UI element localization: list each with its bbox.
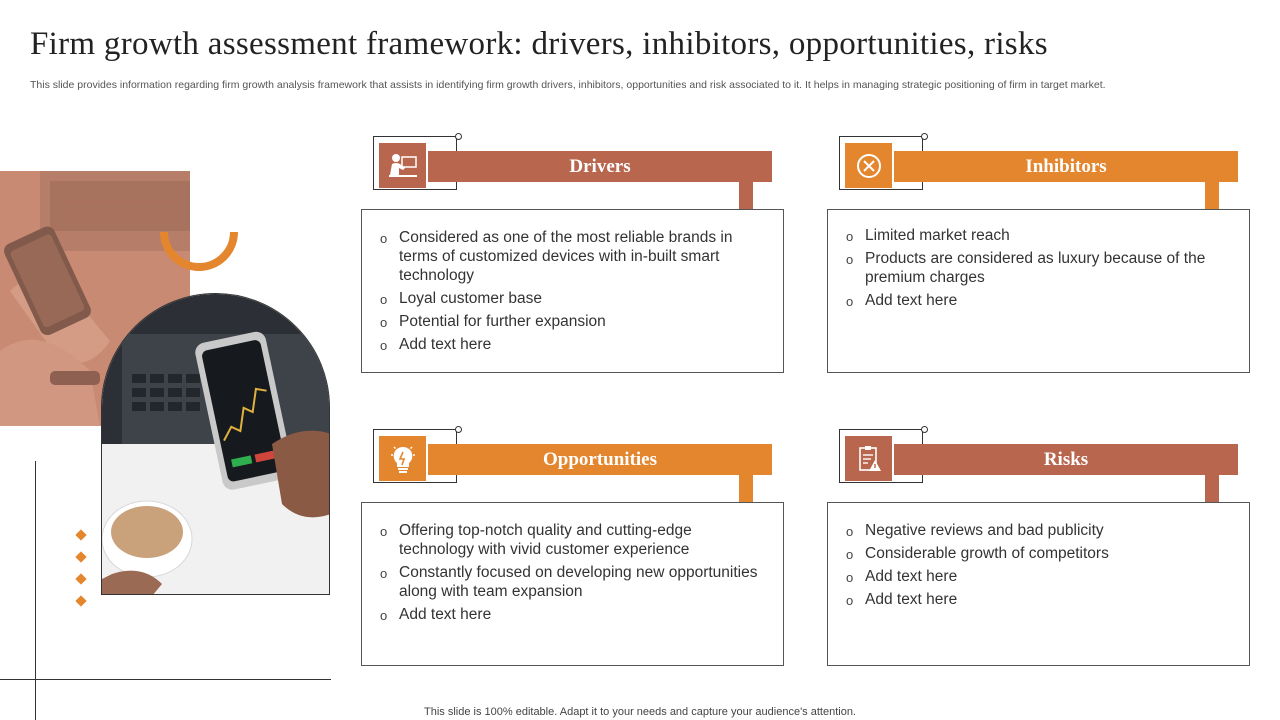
list-item: o Offering top-notch quality and cutting-edge technology with vivid customer experience	[380, 521, 765, 559]
drivers-card	[361, 136, 831, 376]
opportunities-list	[380, 521, 765, 628]
list-item: o Considerable growth of competitors	[846, 544, 1231, 563]
list-item: o Add text here	[846, 291, 1231, 310]
x-circle-icon	[845, 143, 892, 188]
inhibitors-card	[827, 136, 1280, 376]
decorative-diamond	[75, 573, 86, 584]
decorative-diamond	[75, 595, 86, 606]
inhibitors-header: Inhibitors	[894, 151, 1238, 182]
lightbulb-icon	[379, 436, 426, 481]
drivers-list	[380, 228, 765, 358]
list-item: o Add text here	[846, 567, 1231, 586]
list-item: o Negative reviews and bad publicity	[846, 521, 1231, 540]
decorative-diamond	[75, 529, 86, 540]
drivers-box	[361, 209, 784, 373]
inhibitors-list	[846, 226, 1231, 314]
list-item: o Constantly focused on developing new opportunities along with team expansion	[380, 563, 765, 601]
phone-trading-photo	[101, 293, 330, 595]
slide-subtitle: This slide provides information regarding firm growth analysis framework that assists in identifying firm growth drivers, inhibitors, opportunities and risk associated to it. It helps in managing strategic positioning of firm in target market.	[30, 79, 1106, 91]
list-item: o Add text here	[380, 605, 765, 624]
decorative-vertical-line	[35, 461, 36, 720]
slide-title: Firm growth assessment framework: drivers, inhibitors, opportunities, risks	[30, 26, 1048, 62]
list-item: o Add text here	[380, 335, 765, 354]
decorative-horizontal-line	[0, 679, 331, 680]
inhibitors-box	[827, 209, 1250, 373]
list-item: o Add text here	[846, 590, 1231, 609]
list-item: o Loyal customer base	[380, 289, 765, 308]
opportunities-box	[361, 502, 784, 666]
presenter-icon	[379, 143, 426, 188]
risks-box	[827, 502, 1250, 666]
slide-footer: This slide is 100% editable. Adapt it to your needs and capture your audience's attention.	[424, 706, 856, 718]
risk-clipboard-icon	[845, 436, 892, 481]
list-item: o Products are considered as luxury because of the premium charges	[846, 249, 1231, 287]
risks-list	[846, 521, 1231, 613]
list-item: o Potential for further expansion	[380, 312, 765, 331]
decorative-half-ring	[160, 232, 238, 271]
opportunities-card	[361, 429, 831, 669]
list-item: o Limited market reach	[846, 226, 1231, 245]
list-item: o Considered as one of the most reliable brands in terms of customized devices with in-built smart technology	[380, 228, 765, 285]
drivers-header: Drivers	[428, 151, 772, 182]
opportunities-header: Opportunities	[428, 444, 772, 475]
risks-header: Risks	[894, 444, 1238, 475]
risks-card	[827, 429, 1280, 669]
decorative-diamond	[75, 551, 86, 562]
